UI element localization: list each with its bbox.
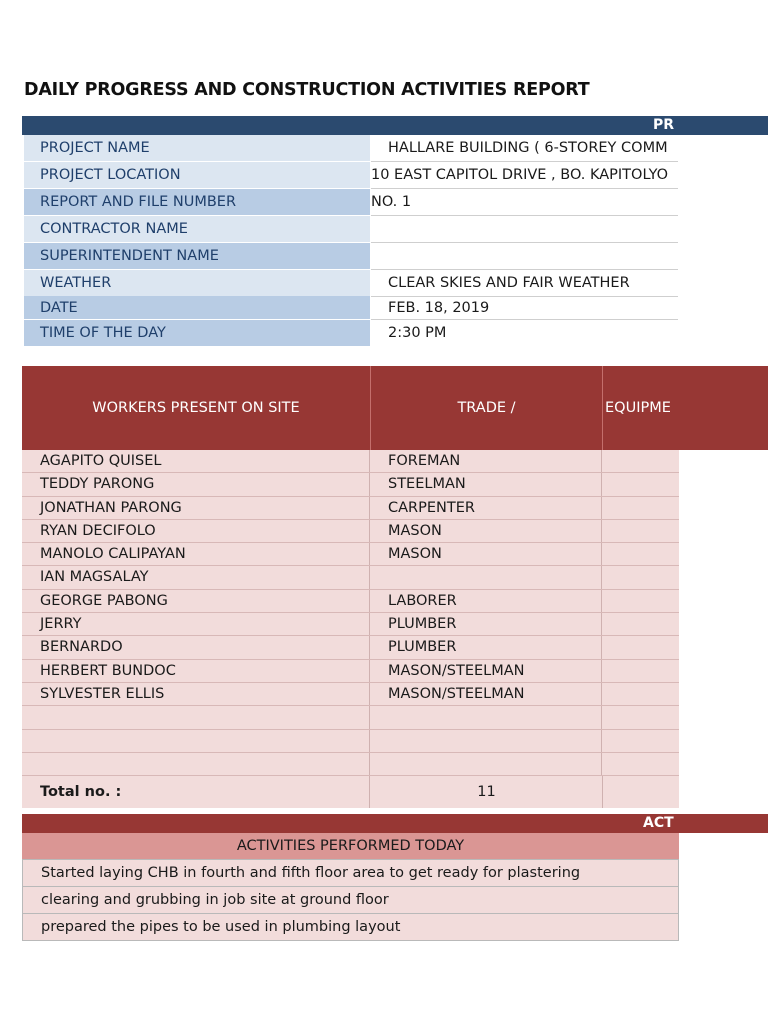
workers-table-body xyxy=(22,450,679,808)
table-row xyxy=(22,706,679,729)
table-row xyxy=(22,473,679,496)
activity-item[interactable]: clearing and grubbing in job site at ground floor xyxy=(22,887,679,914)
table-row xyxy=(22,636,679,659)
worker-name[interactable]: JONATHAN PARONG xyxy=(22,497,370,519)
info-label: SUPERINTENDENT NAME xyxy=(24,243,370,270)
info-label: PROJECT NAME xyxy=(24,135,370,162)
activity-item[interactable]: Started laying CHB in fourth and fifth floor area to get ready for plastering xyxy=(22,860,679,887)
worker-trade[interactable]: MASON/STEELMAN xyxy=(371,660,602,682)
worker-name[interactable]: TEDDY PARONG xyxy=(22,473,370,495)
worker-trade[interactable]: PLUMBER xyxy=(371,613,602,635)
worker-trade[interactable]: MASON xyxy=(371,543,602,565)
worker-name[interactable]: HERBERT BUNDOC xyxy=(22,660,370,682)
header-workers-present: WORKERS PRESENT ON SITE xyxy=(22,366,371,450)
worker-trade[interactable]: MASON/STEELMAN xyxy=(371,683,602,705)
worker-trade[interactable]: MASON xyxy=(371,520,602,542)
worker-name[interactable]: GEORGE PABONG xyxy=(22,590,370,612)
info-label: TIME OF THE DAY xyxy=(24,320,370,346)
worker-name[interactable]: MANOLO CALIPAYAN xyxy=(22,543,370,565)
worker-name[interactable]: JERRY xyxy=(22,613,370,635)
total-label: Total no. : xyxy=(22,776,370,808)
info-label: PROJECT LOCATION xyxy=(24,162,370,189)
total-value[interactable]: 11 xyxy=(371,776,603,808)
info-label: CONTRACTOR NAME xyxy=(24,216,370,243)
worker-trade[interactable]: PLUMBER xyxy=(371,636,602,658)
worker-trade[interactable]: LABORER xyxy=(371,590,602,612)
table-row xyxy=(22,566,679,589)
table-row xyxy=(22,683,679,706)
worker-name[interactable] xyxy=(22,706,370,728)
project-info-band xyxy=(22,116,768,135)
worker-name[interactable]: IAN MAGSALAY xyxy=(22,566,370,588)
workers-total-row xyxy=(22,776,679,808)
worker-trade[interactable] xyxy=(371,706,602,728)
report-title: DAILY PROGRESS AND CONSTRUCTION ACTIVITIES REPORT xyxy=(24,80,590,100)
worker-name[interactable]: SYLVESTER ELLIS xyxy=(22,683,370,705)
info-label: WEATHER xyxy=(24,270,370,297)
header-trade: TRADE / xyxy=(371,366,603,450)
activities-band-label: ACT xyxy=(643,815,674,831)
worker-trade[interactable] xyxy=(371,730,602,752)
info-value[interactable]: HALLARE BUILDING ( 6-STOREY COMM xyxy=(371,135,678,162)
worker-trade[interactable]: CARPENTER xyxy=(371,497,602,519)
table-row xyxy=(22,520,679,543)
info-value[interactable] xyxy=(371,216,678,243)
worker-trade[interactable] xyxy=(371,566,602,588)
table-row xyxy=(22,450,679,473)
worker-trade[interactable]: STEELMAN xyxy=(371,473,602,495)
info-value[interactable] xyxy=(371,243,678,270)
activities-list xyxy=(22,860,679,941)
worker-trade[interactable]: FOREMAN xyxy=(371,450,602,472)
project-band-label: PR xyxy=(653,117,675,133)
table-row xyxy=(22,660,679,683)
table-row xyxy=(22,613,679,636)
activities-header: ACTIVITIES PERFORMED TODAY xyxy=(22,833,679,860)
info-value[interactable]: 2:30 PM xyxy=(388,325,447,341)
activity-item[interactable]: prepared the pipes to be used in plumbing layout xyxy=(22,914,679,941)
table-row xyxy=(22,590,679,613)
worker-name[interactable] xyxy=(22,730,370,752)
worker-name[interactable]: BERNARDO xyxy=(22,636,370,658)
info-value[interactable]: 10 EAST CAPITOL DRIVE , BO. KAPITOLYO xyxy=(371,162,678,189)
worker-trade[interactable] xyxy=(371,753,602,775)
table-row xyxy=(22,730,679,753)
info-label: REPORT AND FILE NUMBER xyxy=(24,189,370,216)
table-row xyxy=(22,753,679,776)
worker-name[interactable]: AGAPITO QUISEL xyxy=(22,450,370,472)
info-value[interactable]: FEB. 18, 2019 xyxy=(371,296,678,320)
info-label: DATE xyxy=(24,296,370,320)
header-equipment: EQUIPME xyxy=(605,400,671,416)
table-row xyxy=(22,543,679,566)
info-value[interactable]: CLEAR SKIES AND FAIR WEATHER xyxy=(371,270,678,297)
worker-name[interactable]: RYAN DECIFOLO xyxy=(22,520,370,542)
info-value[interactable]: NO. 1 xyxy=(371,189,678,216)
table-row xyxy=(22,497,679,520)
worker-name[interactable] xyxy=(22,753,370,775)
workers-table-header xyxy=(22,366,768,450)
activities-band xyxy=(22,814,768,833)
